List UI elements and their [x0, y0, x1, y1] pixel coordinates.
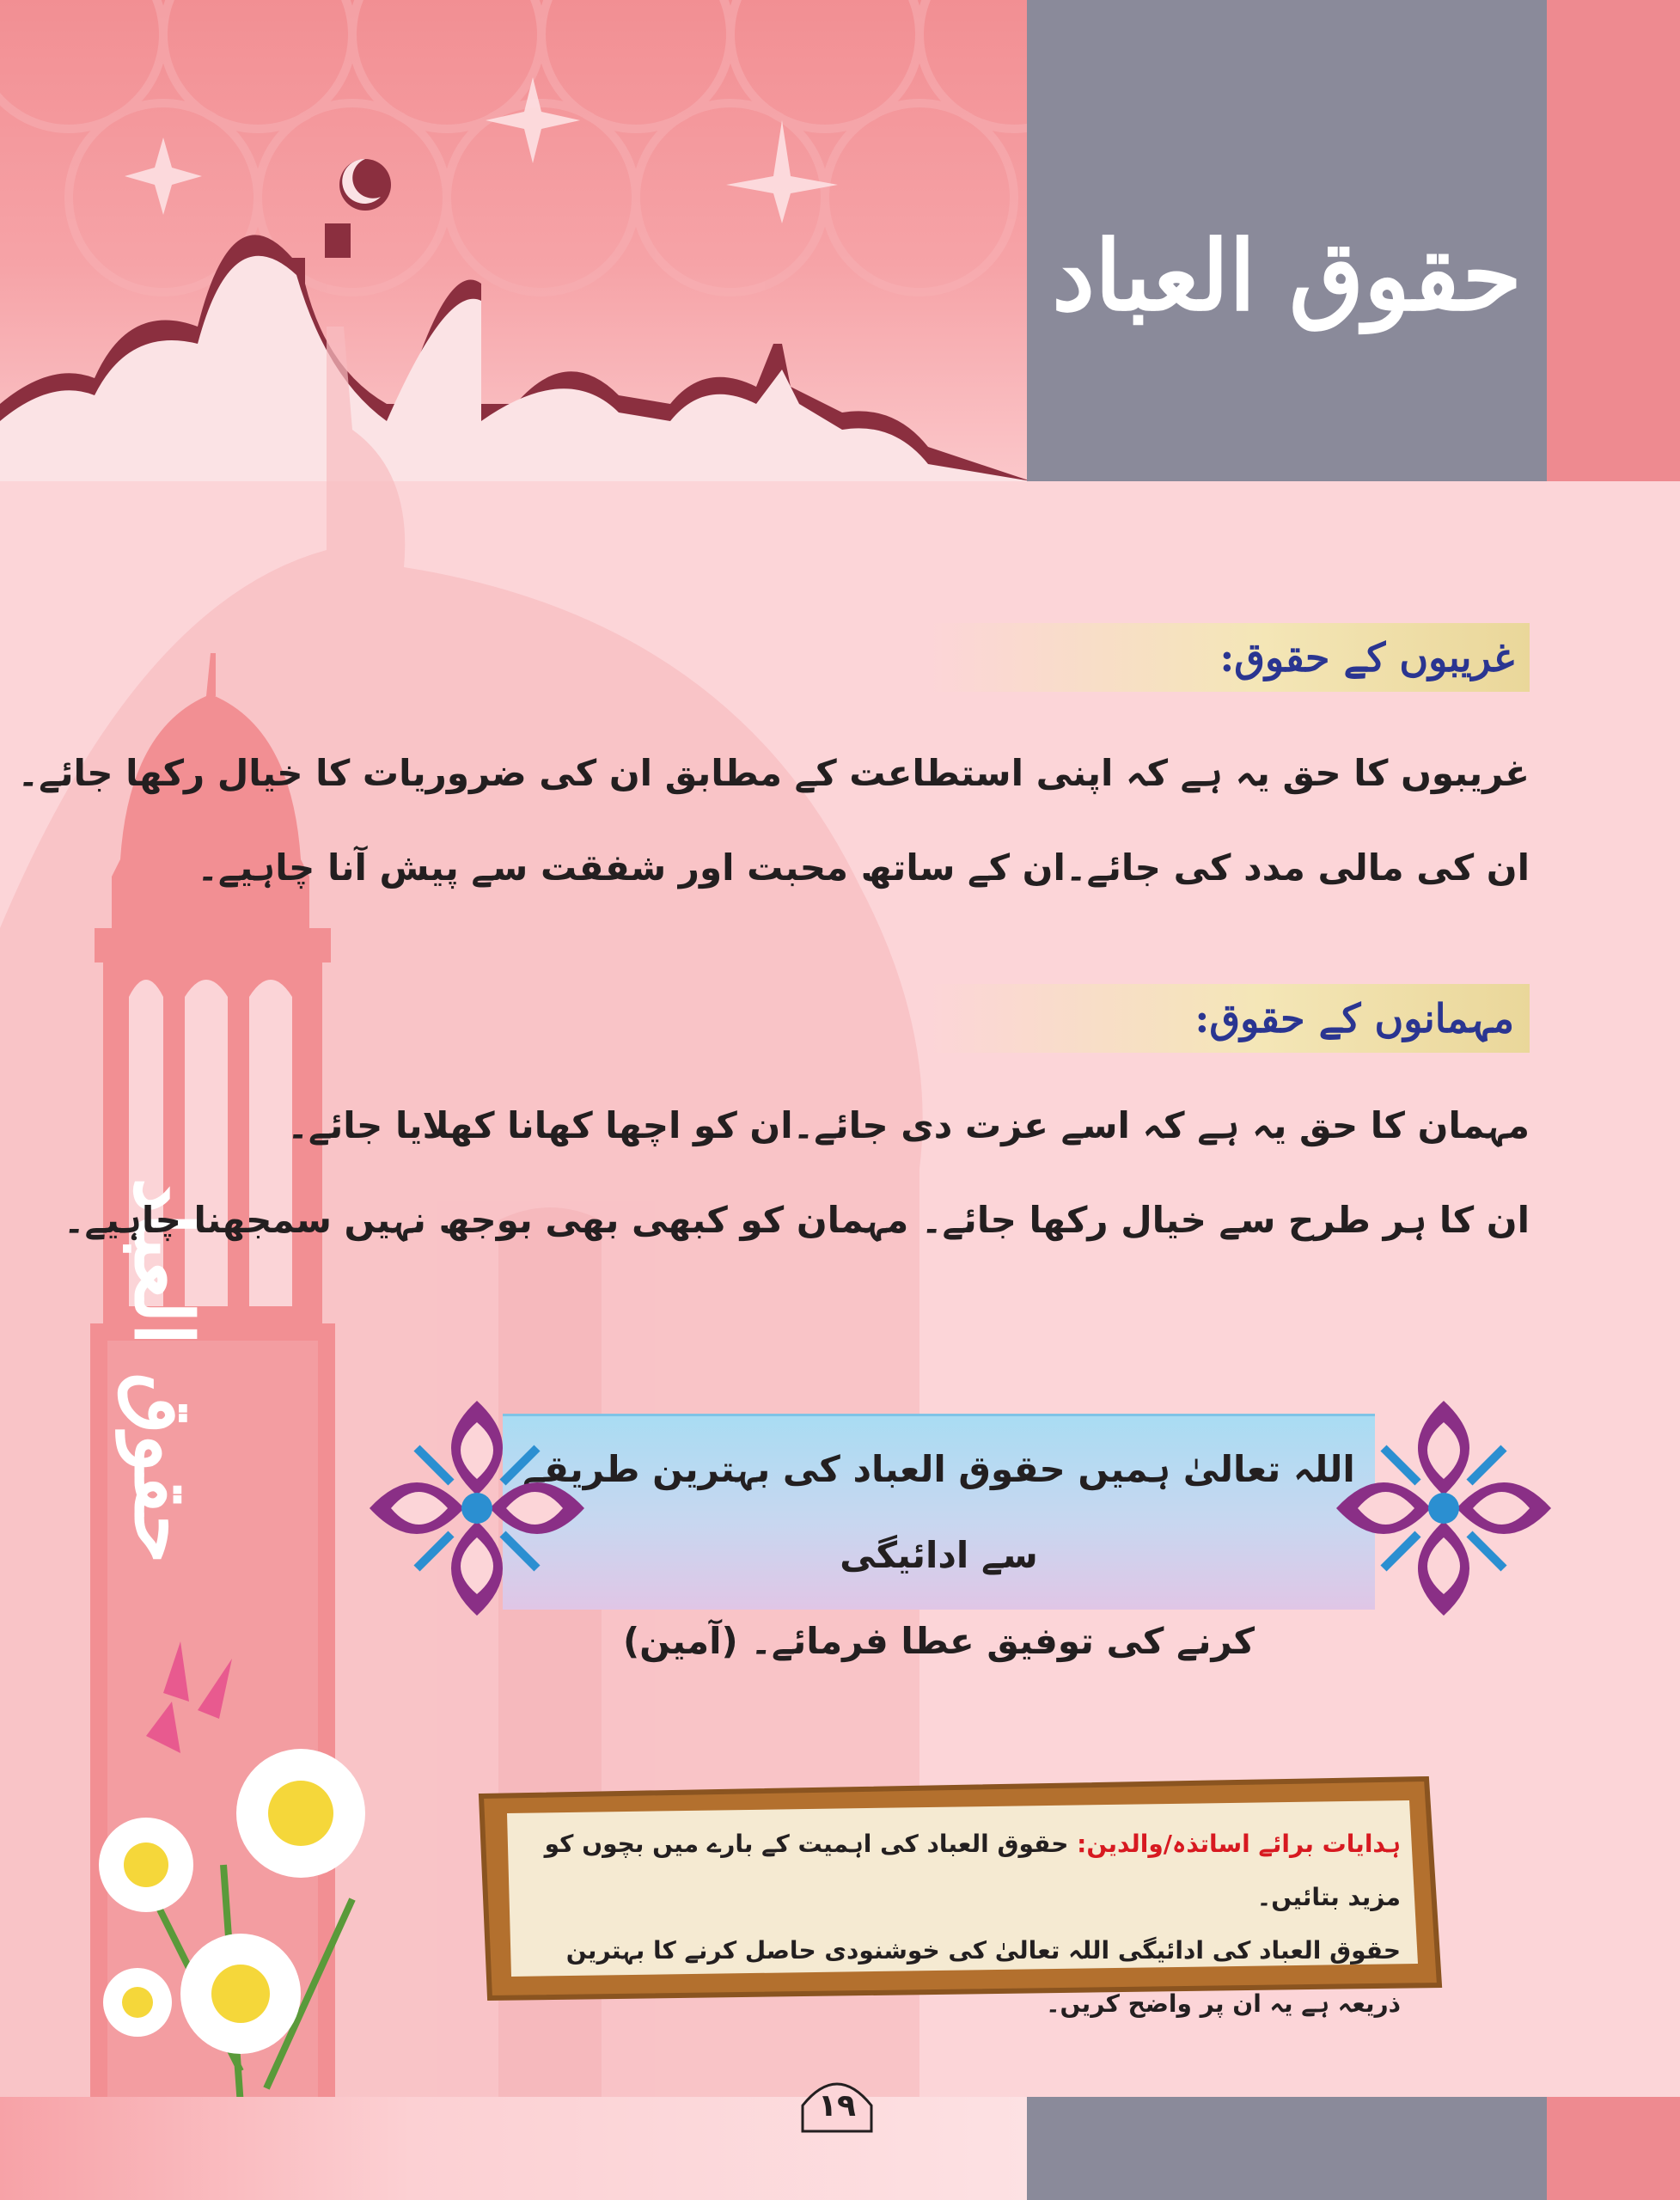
paragraph-line: ان کا ہر طرح سے خیال رکھا جائے۔ مہمان کو کبھی بھی بوجھ نہیں سمجھنا چاہیے۔ — [63, 1199, 1530, 1241]
star-icon — [125, 138, 202, 215]
section-paragraph-guests — [63, 1079, 1530, 1268]
note-line-2: حقوق العباد کی ادائیگی اللہ تعالیٰ کی خوشنودی حاصل کرنے کا بہترین ذریعہ ہے یہ ان پر واضح کریں۔ — [565, 1936, 1401, 2018]
note-line-1 — [541, 1818, 1401, 1924]
paragraph-line: ان کی مالی مدد کی جائے۔ان کے ساتھ محبت اور شفقت سے پیش آنا چاہیے۔ — [197, 846, 1530, 889]
ornament-icon — [1328, 1392, 1560, 1624]
teacher-note — [541, 1818, 1401, 2031]
note-label: ہدایات برائے اساتذہ/والدین: — [1077, 1830, 1401, 1858]
section-paragraph-poor — [17, 726, 1530, 915]
page-number: ۱۹ — [818, 2088, 856, 2124]
paragraph-line: مہمان کا حق یہ ہے کہ اسے عزت دی جائے۔ان کو اچھا کھانا کھلایا جائے۔ — [287, 1104, 1530, 1146]
prayer-line: کرنے کی توفیق عطا فرمائے۔ (آمین) — [622, 1620, 1255, 1662]
side-banner-text: حقوق العباد — [117, 1177, 210, 1564]
ornament-icon — [361, 1392, 593, 1624]
section-heading-poor: غریبوں کے حقوق: — [928, 623, 1530, 692]
prayer-text — [503, 1427, 1375, 1684]
section-heading-guests: مہمانوں کے حقوق: — [928, 984, 1530, 1053]
paragraph-line: غریبوں کا حق یہ ہے کہ اپنی استطاعت کے مطابق ان کی ضروریات کا خیال رکھا جائے۔ — [17, 752, 1530, 794]
page-title: حقوق العباد — [1052, 220, 1522, 333]
footer-strip — [1547, 2097, 1680, 2200]
note-text: حقوق العباد کی اہمیت کے بارے میں بچوں کو مزید بتائیں۔ — [544, 1830, 1401, 1911]
star-icon — [486, 77, 580, 163]
flower-bouquet-icon — [69, 1641, 438, 2105]
prayer-line: اللہ تعالیٰ ہمیں حقوق العباد کی بہترین طریقے سے ادائیگی — [522, 1448, 1355, 1576]
footer-grey-block — [1027, 2097, 1547, 2200]
